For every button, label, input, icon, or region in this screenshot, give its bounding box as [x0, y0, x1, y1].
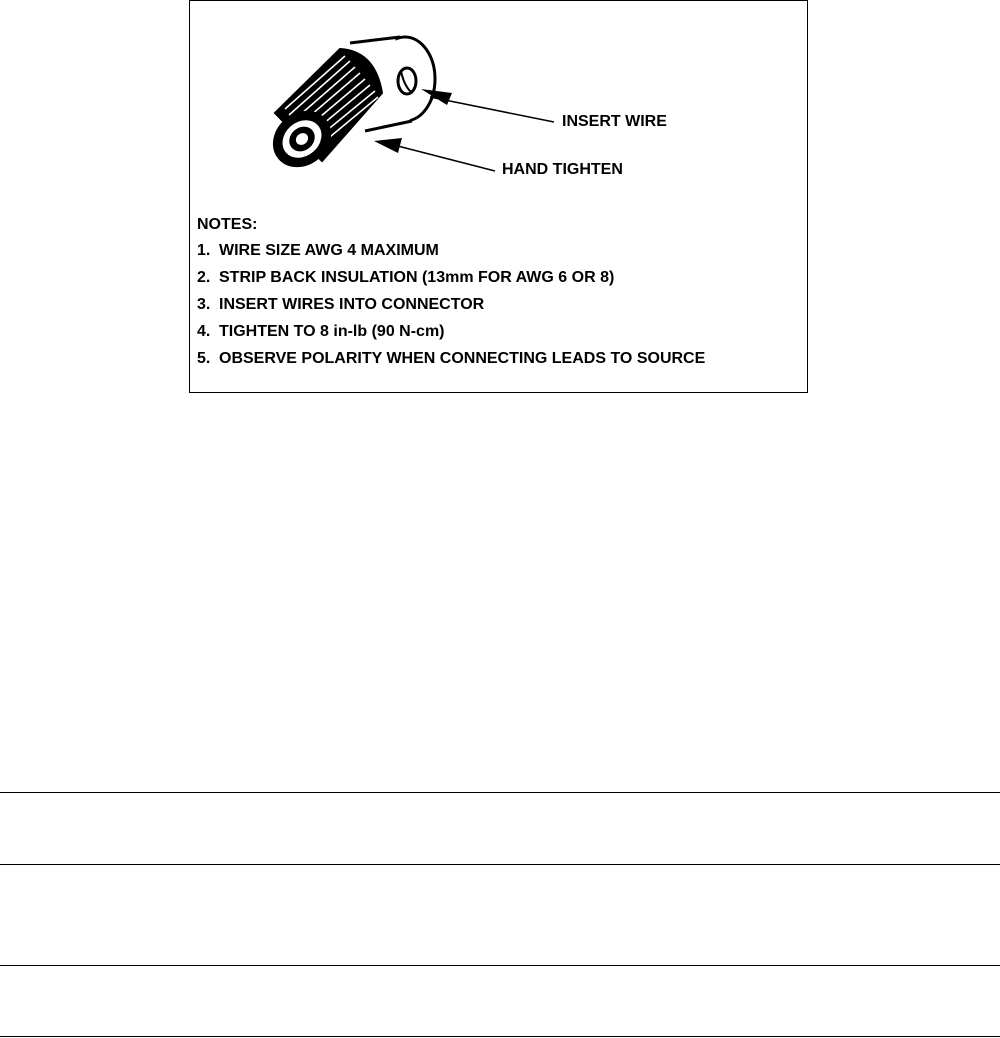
callout-hand-tighten: HAND TIGHTEN: [502, 161, 623, 178]
note-number: 4.: [197, 323, 211, 340]
binding-post-illustration: [190, 1, 809, 201]
note-item: [197, 241, 797, 268]
horizontal-rule: [0, 965, 1000, 966]
notes-block: [197, 215, 797, 376]
note-text: TIGHTEN TO 8 in-lb (90 N-cm): [219, 323, 445, 340]
horizontal-rule: [0, 864, 1000, 865]
insert-wire-leader: [421, 89, 554, 122]
callout-insert-wire: INSERT WIRE: [562, 113, 667, 130]
note-text: WIRE SIZE AWG 4 MAXIMUM: [219, 242, 439, 259]
note-item: [197, 295, 797, 322]
note-number: 2.: [197, 269, 211, 286]
note-text: OBSERVE POLARITY WHEN CONNECTING LEADS TO SOURCE: [219, 350, 706, 367]
note-text: INSERT WIRES INTO CONNECTOR: [219, 296, 485, 313]
notes-title: NOTES:: [197, 216, 258, 233]
note-number: 5.: [197, 350, 211, 367]
note-item: [197, 322, 797, 349]
knurled-knob: [263, 49, 382, 177]
note-item: [197, 268, 797, 295]
note-number: 3.: [197, 296, 211, 313]
hand-tighten-leader: [374, 138, 495, 171]
connector-figure: [189, 0, 808, 393]
horizontal-rule: [0, 1036, 1000, 1037]
note-text: STRIP BACK INSULATION (13mm FOR AWG 6 OR 8): [219, 269, 615, 286]
note-item: [197, 349, 797, 376]
horizontal-rule: [0, 792, 1000, 793]
note-number: 1.: [197, 242, 211, 259]
